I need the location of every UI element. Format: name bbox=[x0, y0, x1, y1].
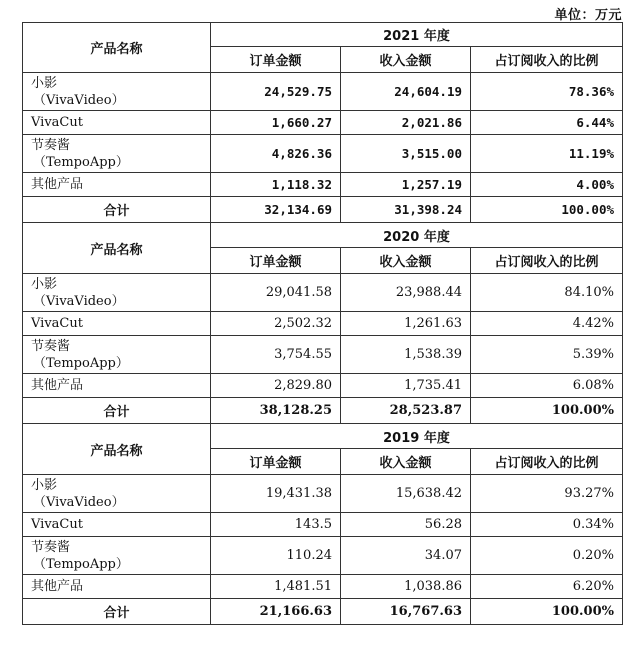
product-english-name: （TempoApp） bbox=[33, 355, 129, 371]
order-amount-header: 订单金额 bbox=[211, 449, 341, 475]
product-name-header: 产品名称 bbox=[23, 424, 211, 475]
revenue-amount-cell: 3,515.00 bbox=[341, 135, 471, 173]
product-name: 节奏酱 bbox=[31, 338, 71, 354]
order-amount-cell: 3,754.55 bbox=[211, 336, 341, 374]
product-name-cell: 其他产品 bbox=[23, 374, 211, 398]
table-row bbox=[23, 537, 623, 575]
total-ratio: 100.00% bbox=[471, 599, 623, 625]
product-name-header: 产品名称 bbox=[23, 223, 211, 274]
table-row bbox=[23, 135, 623, 173]
order-amount-header: 订单金额 bbox=[211, 47, 341, 73]
order-amount-cell: 24,529.75 bbox=[211, 73, 341, 111]
product-name: 节奏酱 bbox=[31, 137, 71, 153]
total-label: 合计 bbox=[23, 197, 211, 223]
total-order-amount: 21,166.63 bbox=[211, 599, 341, 625]
order-amount-cell: 2,502.32 bbox=[211, 312, 341, 336]
revenue-amount-cell: 23,988.44 bbox=[341, 274, 471, 312]
product-name-cell: 其他产品 bbox=[23, 575, 211, 599]
revenue-amount-cell: 1,538.39 bbox=[341, 336, 471, 374]
revenue-amount-cell: 1,038.86 bbox=[341, 575, 471, 599]
ratio-header: 占订阅收入的比例 bbox=[471, 248, 623, 274]
section-2019 bbox=[23, 424, 623, 625]
product-english-name: （VivaVideo） bbox=[33, 494, 125, 510]
revenue-amount-cell: 34.07 bbox=[341, 537, 471, 575]
product-name-header: 产品名称 bbox=[23, 23, 211, 73]
order-amount-cell: 2,829.80 bbox=[211, 374, 341, 398]
product-english-name: （VivaVideo） bbox=[33, 293, 125, 309]
product-english-name: （TempoApp） bbox=[33, 154, 129, 170]
product-name-cell bbox=[23, 274, 211, 312]
table-row bbox=[23, 173, 623, 197]
total-revenue-amount: 16,767.63 bbox=[341, 599, 471, 625]
product-name: 小影 bbox=[31, 276, 58, 292]
total-revenue-amount: 28,523.87 bbox=[341, 398, 471, 424]
product-name-cell: VivaCut bbox=[23, 111, 211, 135]
order-amount-cell: 1,660.27 bbox=[211, 111, 341, 135]
ratio-cell: 11.19% bbox=[471, 135, 623, 173]
revenue-amount-cell: 56.28 bbox=[341, 513, 471, 537]
table-row bbox=[23, 575, 623, 599]
product-name: 小影 bbox=[31, 477, 58, 493]
ratio-cell: 6.08% bbox=[471, 374, 623, 398]
product-name-cell: 其他产品 bbox=[23, 173, 211, 197]
table-row bbox=[23, 111, 623, 135]
revenue-amount-header: 收入金额 bbox=[341, 449, 471, 475]
product-name: 节奏酱 bbox=[31, 539, 71, 555]
revenue-amount-cell: 1,261.63 bbox=[341, 312, 471, 336]
ratio-cell: 0.20% bbox=[471, 537, 623, 575]
total-row bbox=[23, 197, 623, 223]
revenue-amount-cell: 15,638.42 bbox=[341, 475, 471, 513]
table-row bbox=[23, 513, 623, 537]
revenue-table bbox=[22, 22, 623, 625]
order-amount-cell: 29,041.58 bbox=[211, 274, 341, 312]
revenue-amount-cell: 2,021.86 bbox=[341, 111, 471, 135]
revenue-amount-header: 收入金额 bbox=[341, 248, 471, 274]
ratio-cell: 6.20% bbox=[471, 575, 623, 599]
product-name-cell bbox=[23, 336, 211, 374]
revenue-tables bbox=[22, 22, 622, 625]
product-name-cell bbox=[23, 475, 211, 513]
table-row bbox=[23, 274, 623, 312]
ratio-cell: 84.10% bbox=[471, 274, 623, 312]
table-row bbox=[23, 374, 623, 398]
year-header: 2019 年度 bbox=[211, 424, 623, 449]
total-row bbox=[23, 398, 623, 424]
ratio-cell: 4.00% bbox=[471, 173, 623, 197]
section-2020 bbox=[23, 223, 623, 424]
revenue-amount-header: 收入金额 bbox=[341, 47, 471, 73]
product-english-name: （TempoApp） bbox=[33, 556, 129, 572]
total-label: 合计 bbox=[23, 599, 211, 625]
ratio-cell: 5.39% bbox=[471, 336, 623, 374]
product-name-cell: VivaCut bbox=[23, 513, 211, 537]
order-amount-cell: 19,431.38 bbox=[211, 475, 341, 513]
year-header: 2021 年度 bbox=[211, 23, 623, 47]
revenue-amount-cell: 24,604.19 bbox=[341, 73, 471, 111]
product-english-name: （VivaVideo） bbox=[33, 92, 125, 108]
product-name: 小影 bbox=[31, 75, 58, 91]
ratio-cell: 4.42% bbox=[471, 312, 623, 336]
ratio-cell: 78.36% bbox=[471, 73, 623, 111]
total-order-amount: 38,128.25 bbox=[211, 398, 341, 424]
table-row bbox=[23, 336, 623, 374]
order-amount-cell: 4,826.36 bbox=[211, 135, 341, 173]
product-name-cell bbox=[23, 135, 211, 173]
year-header: 2020 年度 bbox=[211, 223, 623, 248]
order-amount-cell: 1,481.51 bbox=[211, 575, 341, 599]
total-revenue-amount: 31,398.24 bbox=[341, 197, 471, 223]
product-name-cell bbox=[23, 73, 211, 111]
revenue-amount-cell: 1,735.41 bbox=[341, 374, 471, 398]
total-row bbox=[23, 599, 623, 625]
revenue-amount-cell: 1,257.19 bbox=[341, 173, 471, 197]
ratio-header: 占订阅收入的比例 bbox=[471, 449, 623, 475]
section-2021 bbox=[23, 23, 623, 223]
total-order-amount: 32,134.69 bbox=[211, 197, 341, 223]
total-ratio: 100.00% bbox=[471, 197, 623, 223]
ratio-header: 占订阅收入的比例 bbox=[471, 47, 623, 73]
ratio-cell: 93.27% bbox=[471, 475, 623, 513]
ratio-cell: 0.34% bbox=[471, 513, 623, 537]
order-amount-header: 订单金额 bbox=[211, 248, 341, 274]
table-row bbox=[23, 475, 623, 513]
product-name-cell: VivaCut bbox=[23, 312, 211, 336]
total-label: 合计 bbox=[23, 398, 211, 424]
order-amount-cell: 143.5 bbox=[211, 513, 341, 537]
table-row bbox=[23, 312, 623, 336]
ratio-cell: 6.44% bbox=[471, 111, 623, 135]
unit-label: 单位：万元 bbox=[554, 8, 622, 23]
order-amount-cell: 1,118.32 bbox=[211, 173, 341, 197]
table-row bbox=[23, 73, 623, 111]
product-name-cell bbox=[23, 537, 211, 575]
total-ratio: 100.00% bbox=[471, 398, 623, 424]
order-amount-cell: 110.24 bbox=[211, 537, 341, 575]
